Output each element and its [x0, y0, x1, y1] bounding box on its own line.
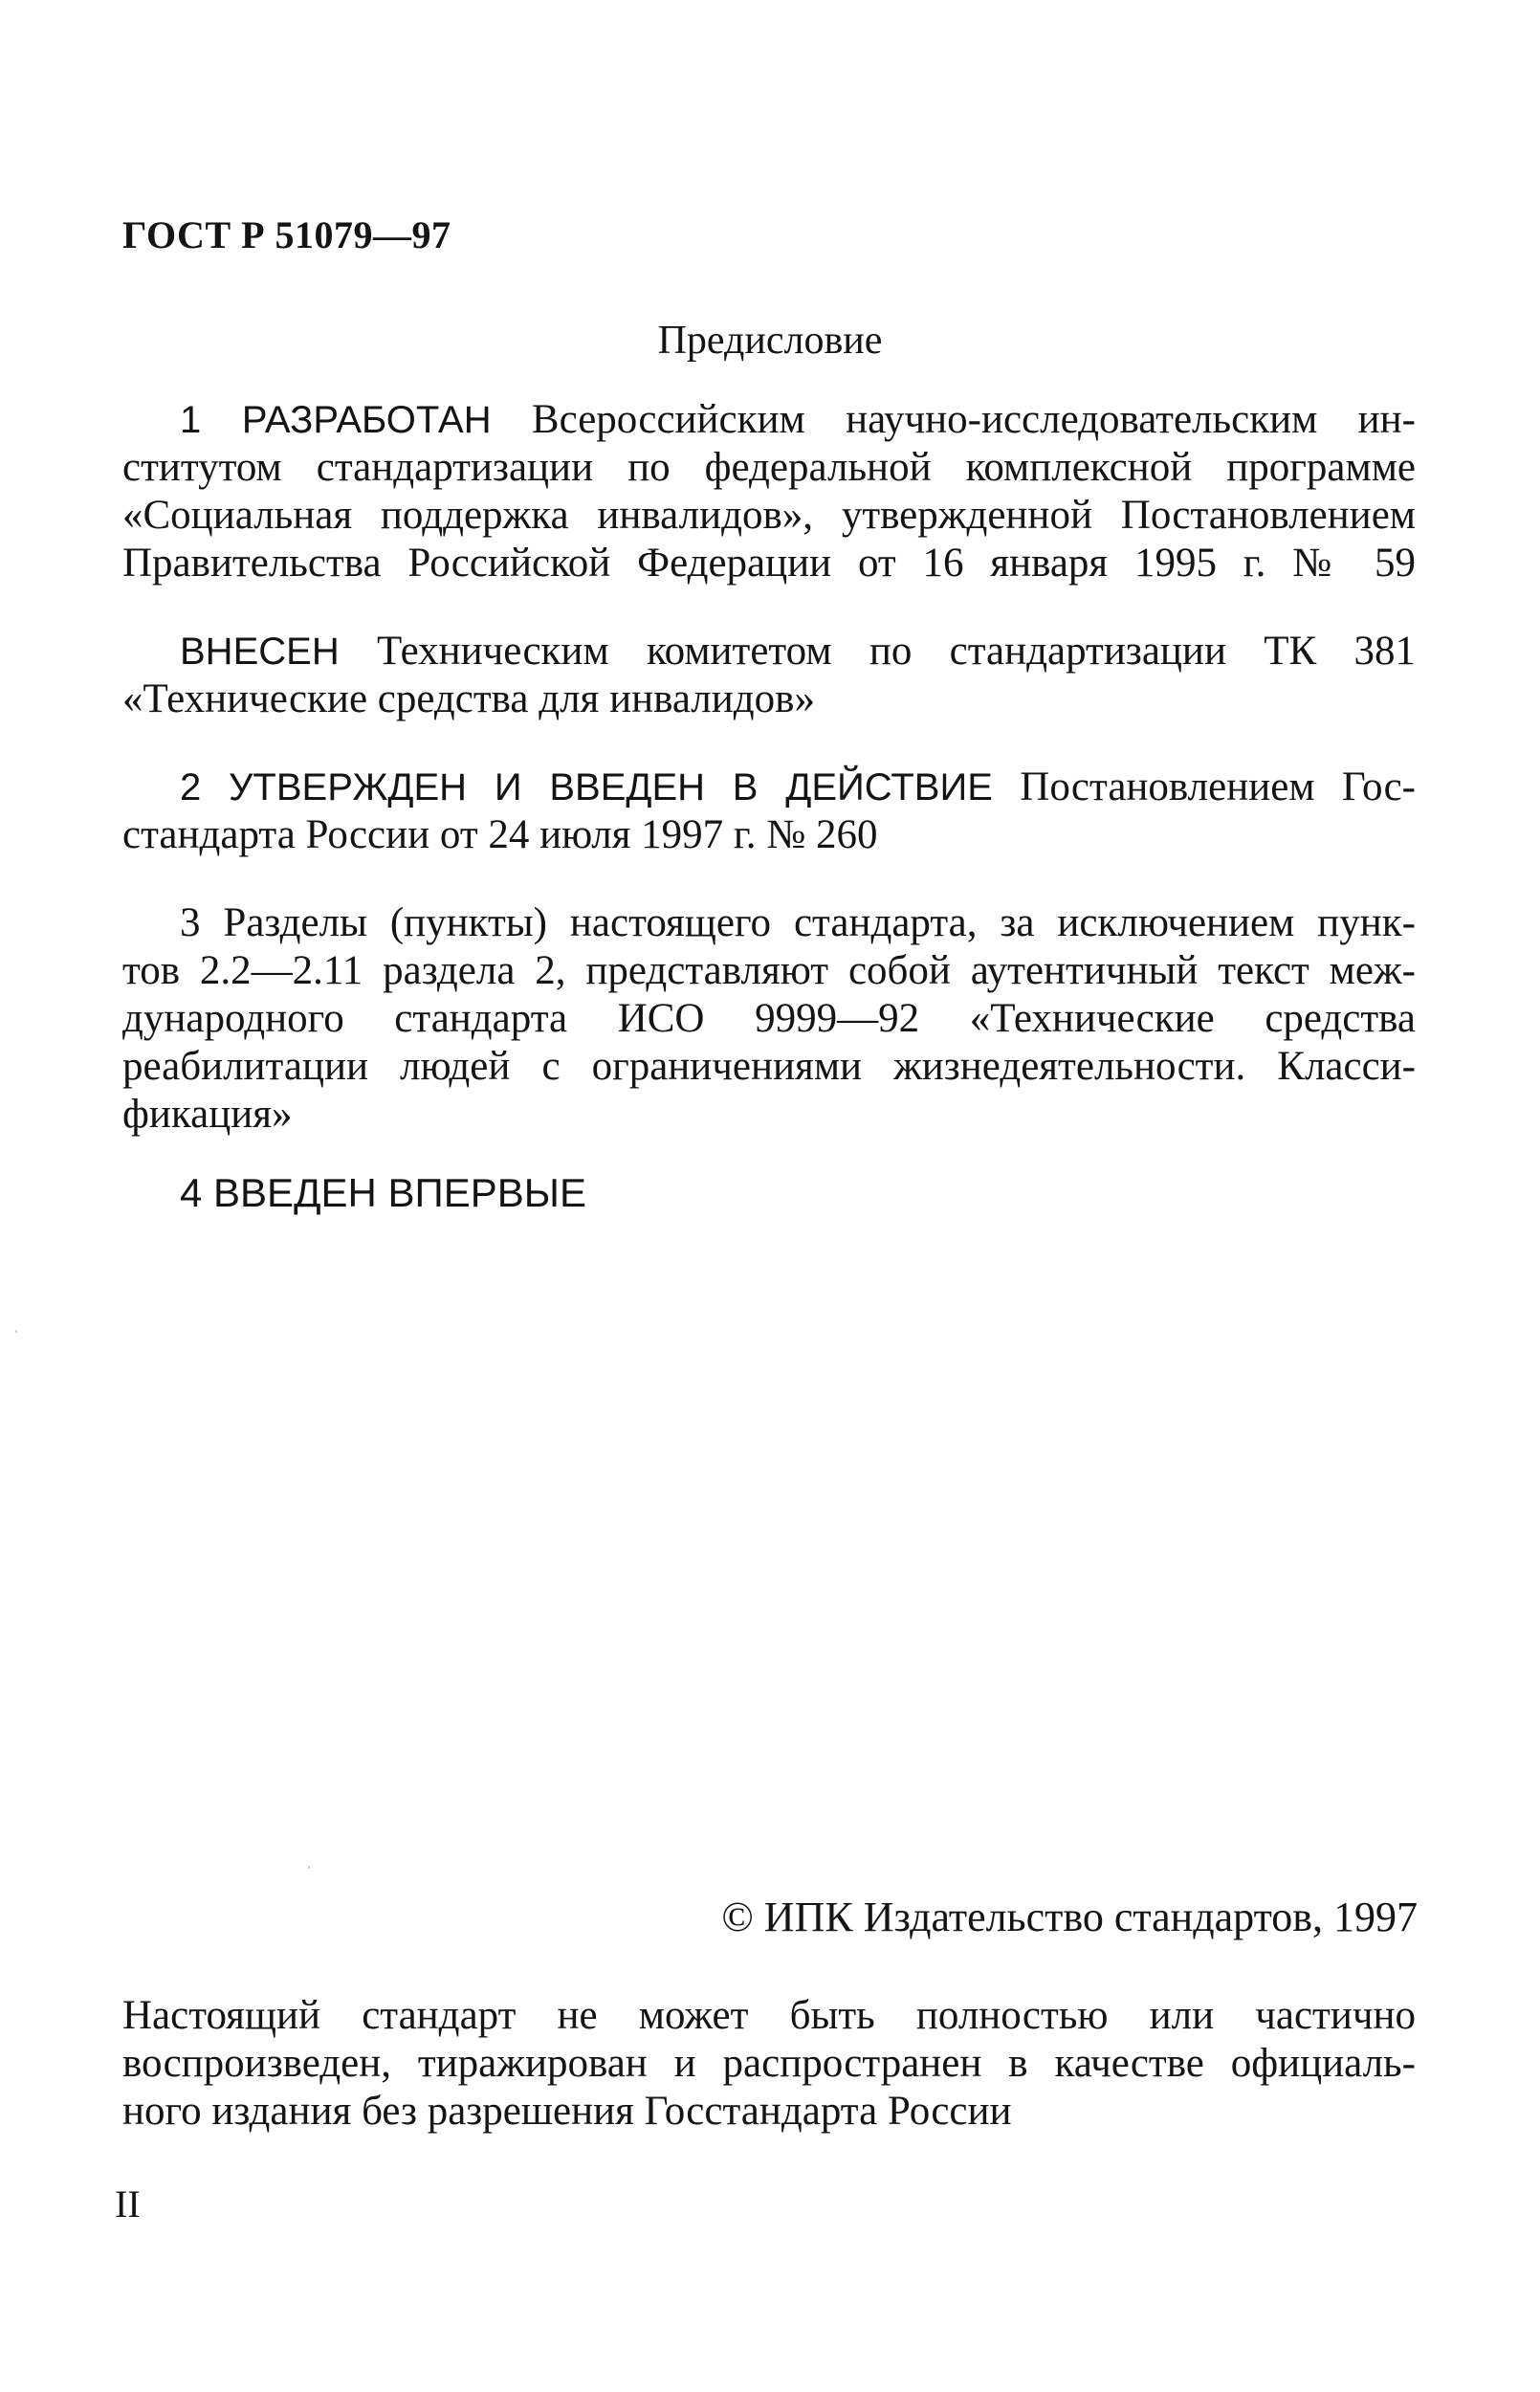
- section2-line-1: [180, 764, 1416, 811]
- section2-lead: 2 УТВЕРЖДЕН И ВВЕДЕН В ДЕЙСТВИЕ: [180, 766, 993, 808]
- section1b-line-2: «Технические средства для инвалидов»: [122, 676, 815, 721]
- section1-line-4: Правительства Российской Федерации от 16 января 1995 г. № 59: [122, 541, 1416, 586]
- page-number: II: [115, 2182, 141, 2226]
- standard-code: ГОСТ Р 51079—97: [122, 213, 451, 256]
- section1-lead: 1 РАЗРАБОТАН: [180, 399, 492, 441]
- section3-line-3: дународного стандарта ИСО 9999—92 «Технические средства: [122, 996, 1416, 1041]
- section3-line-1: 3 Разделы (пункты) настоящего стандарта, за исключением пунк-: [180, 900, 1416, 945]
- foreword-title: Предисловие: [657, 319, 883, 363]
- notice-line-1: Настоящий стандарт не может быть полностью или частично: [122, 1993, 1416, 2038]
- section4-line: [180, 1169, 1416, 1218]
- section3-line-4: реабилитации людей с ограничениями жизнедеятельности. Класси-: [122, 1044, 1416, 1089]
- scan-speck: [15, 1330, 17, 1333]
- section1b-lead: ВНЕСЕН: [180, 631, 340, 673]
- notice-line-2: воспроизведен, тиражирован и распространен в качестве официаль-: [122, 2041, 1416, 2086]
- section1-line-1: [180, 396, 1416, 444]
- section3-line-2: тов 2.2—2.11 раздела 2, представляют собой аутентичный текст меж-: [122, 948, 1416, 993]
- copyright-notice: © ИПК Издательство стандартов, 1997: [721, 1894, 1418, 1940]
- section2-line-2: стандарта России от 24 июля 1997 г. № 260: [122, 812, 878, 857]
- section1-line-1-text: Всероссийским научно-исследовательским ин-: [491, 397, 1416, 442]
- section1b-line-1: [180, 628, 1416, 676]
- section1-line-3: «Социальная поддержка инвалидов», утвержденной Постановлением: [122, 493, 1416, 538]
- section3-line-5: фикация»: [122, 1092, 293, 1137]
- notice-line-3: ного издания без разрешения Госстандарта России: [122, 2089, 1012, 2134]
- section4-text: 4 ВВЕДЕН ВПЕРВЫЕ: [180, 1170, 586, 1215]
- section1b-line-1-text: Техническим комитетом по стандартизации ТК 381: [339, 629, 1416, 674]
- section2-line-1-text: Постановлением Гос-: [992, 764, 1416, 809]
- scan-speck: [308, 1866, 310, 1869]
- section1-line-2: ститутом стандартизации по федеральной комплексной программе: [122, 445, 1416, 490]
